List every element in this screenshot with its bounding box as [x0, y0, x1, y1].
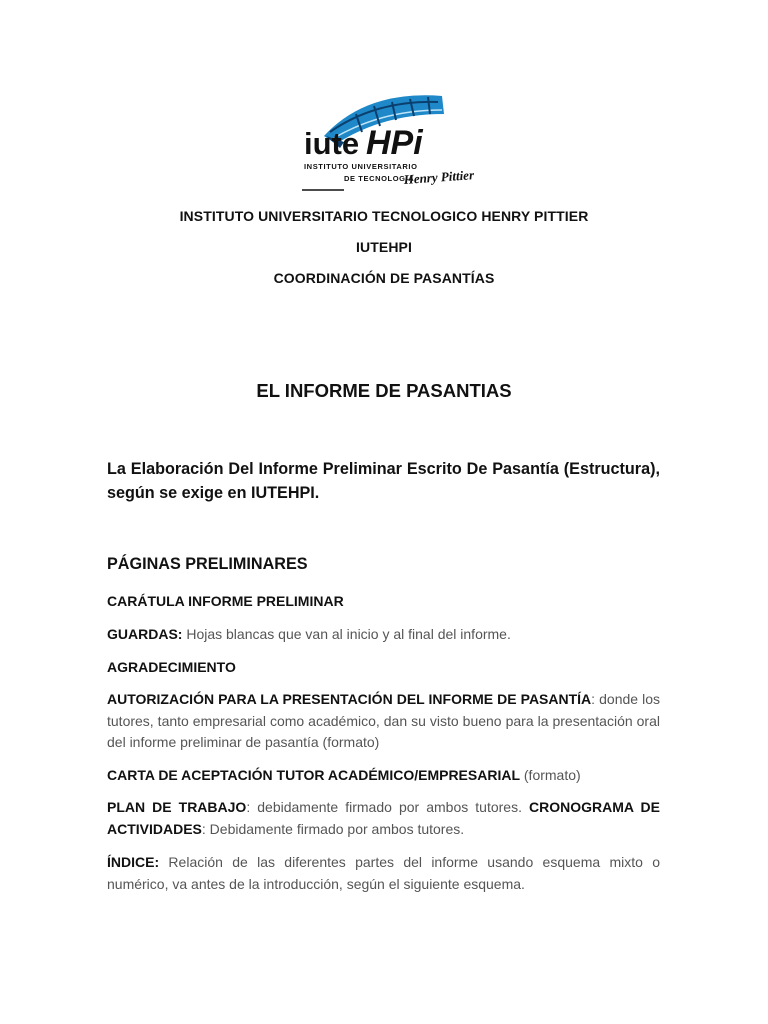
item-guardas-text: Hojas blancas que van al inicio y al final del informe.	[182, 626, 511, 642]
item-plan-label: PLAN DE TRABAJO	[107, 799, 247, 815]
svg-text:HPi: HPi	[366, 124, 423, 162]
item-guardas-label: GUARDAS:	[107, 626, 183, 642]
item-carta-text: (formato)	[520, 767, 581, 783]
institution-name: INSTITUTO UNIVERSITARIO TECNOLOGICO HENRY PITTIER	[179, 208, 589, 224]
item-autorizacion-text: : donde los tutores, tanto empresarial como académico, dan su visto bueno para la presentación oral del informe preliminar de pasantía (formato)	[107, 691, 660, 750]
item-autorizacion-label: AUTORIZACIÓN PARA LA PRESENTACIÓN DEL INFORME DE PASANTÍA	[107, 691, 592, 707]
item-plan	[107, 797, 660, 840]
item-agradecimiento-label: AGRADECIMIENTO	[107, 659, 236, 675]
svg-text:INSTITUTO UNIVERSITARIO: INSTITUTO UNIVERSITARIO	[304, 162, 418, 171]
svg-text:DE TECNOLOGIA: DE TECNOLOGIA	[344, 174, 415, 183]
item-autorizacion	[107, 689, 660, 754]
item-carta	[107, 765, 660, 787]
item-agradecimiento	[107, 657, 660, 679]
item-carta-label: CARTA DE ACEPTACIÓN TUTOR ACADÉMICO/EMPRESARIAL	[107, 767, 520, 783]
svg-text:Henry Pittier: Henry Pittier	[403, 167, 475, 187]
item-cronograma-text: : Debidamente firmado por ambos tutores.	[201, 820, 465, 837]
item-caratula	[107, 591, 660, 613]
item-cronograma-label: CRONOGRAMA DE ACTIVIDADES	[107, 799, 660, 837]
document-title: EL INFORME DE PASANTIAS	[256, 380, 512, 401]
item-plan-text: : debidamente firmado por ambos tutores.	[246, 799, 530, 815]
section-title: PÁGINAS PRELIMINARES	[107, 555, 308, 573]
svg-text:iute: iute	[304, 126, 360, 161]
item-guardas	[107, 624, 660, 646]
department-name: COORDINACIÓN DE PASANTÍAS	[273, 270, 495, 286]
item-indice-label: ÍNDICE:	[107, 854, 160, 870]
item-indice	[107, 852, 660, 895]
iutehpi-logo	[296, 92, 475, 194]
item-indice-text: Relación de las diferentes partes del informe usando esquema mixto o numérico, va antes de la introducción, según el siguiente esquema.	[107, 854, 660, 892]
intro-paragraph: La Elaboración Del Informe Preliminar Escrito De Pasantía (Estructura), según se exige en IUTEHPI.	[107, 460, 660, 502]
item-caratula-label: CARÁTULA INFORME PRELIMINAR	[107, 593, 344, 609]
institution-acronym: IUTEHPI	[356, 239, 412, 255]
